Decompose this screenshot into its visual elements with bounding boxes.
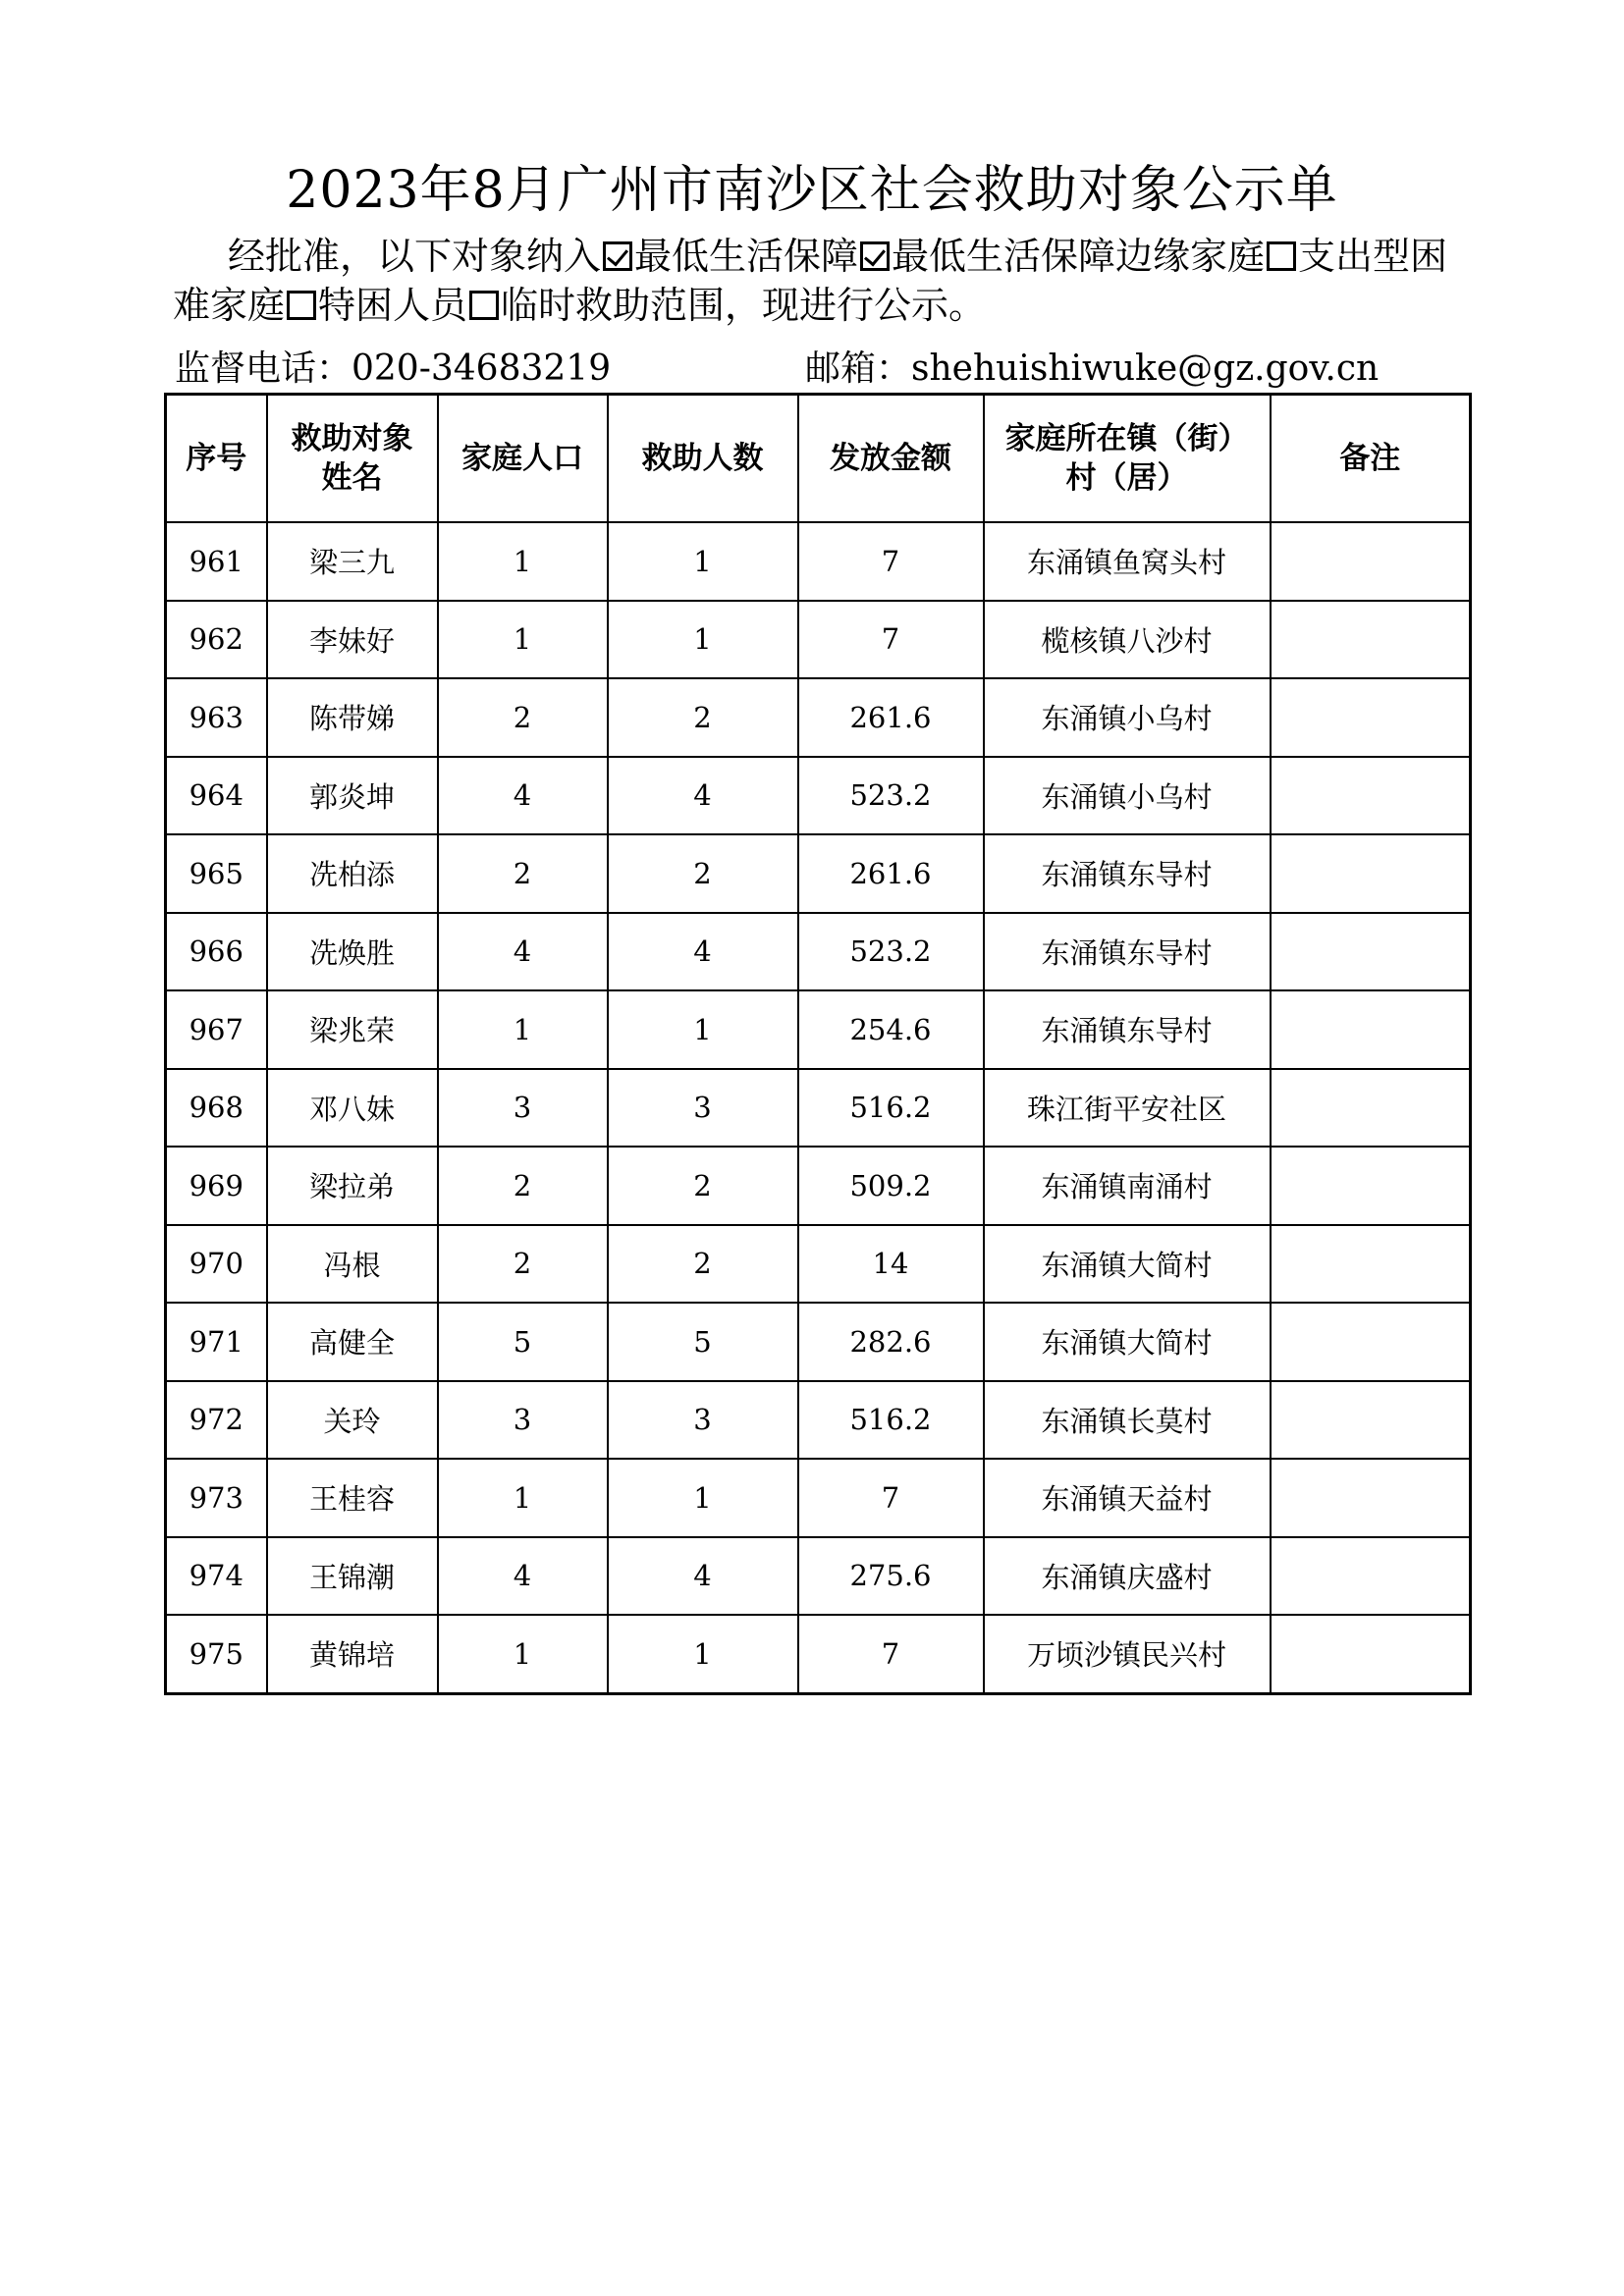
supervision-email: 邮箱：shehuishiwuke@gz.gov.cn bbox=[805, 348, 1380, 389]
cell-remark bbox=[1271, 1225, 1471, 1304]
table-row bbox=[166, 990, 1471, 1069]
cell-remark bbox=[1271, 1615, 1471, 1693]
recipient-table bbox=[164, 393, 1472, 1695]
cell-name: 梁三九 bbox=[267, 522, 438, 601]
cell-amount: 7 bbox=[798, 1459, 984, 1537]
header-remark: 备注 bbox=[1271, 395, 1471, 523]
cell-location: 榄核镇八沙村 bbox=[984, 601, 1271, 679]
intro-suffix: 范围，现进行公示。 bbox=[650, 284, 987, 327]
cell-name: 梁兆荣 bbox=[267, 990, 438, 1069]
cell-location: 东涌镇东导村 bbox=[984, 913, 1271, 991]
cell-amount: 261.6 bbox=[798, 834, 984, 913]
table-row bbox=[166, 1537, 1471, 1616]
cell-remark bbox=[1271, 1537, 1471, 1616]
cell-family-size: 1 bbox=[438, 1459, 608, 1537]
cell-location: 东涌镇小乌村 bbox=[984, 757, 1271, 835]
cell-name: 冼焕胜 bbox=[267, 913, 438, 991]
cell-location: 珠江街平安社区 bbox=[984, 1069, 1271, 1148]
table-row bbox=[166, 601, 1471, 679]
header-index: 序号 bbox=[166, 395, 267, 523]
cell-family-size: 1 bbox=[438, 601, 608, 679]
cell-index: 972 bbox=[166, 1381, 267, 1460]
cell-name: 王桂容 bbox=[267, 1459, 438, 1537]
option-label: 支出型困难家庭 bbox=[173, 235, 1448, 327]
header-aided-count: 救助人数 bbox=[608, 395, 798, 523]
cell-index: 975 bbox=[166, 1615, 267, 1693]
cell-family-size: 2 bbox=[438, 834, 608, 913]
table-row bbox=[166, 1069, 1471, 1148]
cell-remark bbox=[1271, 1147, 1471, 1225]
cell-location: 东涌镇庆盛村 bbox=[984, 1537, 1271, 1616]
option-label: 最低生活保障 bbox=[634, 235, 859, 278]
cell-remark bbox=[1271, 913, 1471, 991]
cell-family-size: 4 bbox=[438, 913, 608, 991]
cell-remark bbox=[1271, 990, 1471, 1069]
empty-box-icon bbox=[287, 291, 316, 320]
intro-prefix: 经批准，以下对象纳入 bbox=[228, 235, 602, 278]
cell-location: 东涌镇小乌村 bbox=[984, 678, 1271, 757]
empty-box-icon bbox=[1267, 241, 1296, 271]
cell-remark bbox=[1271, 1069, 1471, 1148]
cell-aided-count: 2 bbox=[608, 678, 798, 757]
table-row bbox=[166, 1147, 1471, 1225]
cell-location: 东涌镇大简村 bbox=[984, 1225, 1271, 1304]
cell-aided-count: 1 bbox=[608, 1615, 798, 1693]
cell-index: 971 bbox=[166, 1303, 267, 1381]
supervision-phone: 监督电话：020-34683219 bbox=[175, 348, 612, 389]
cell-index: 963 bbox=[166, 678, 267, 757]
cell-family-size: 2 bbox=[438, 1225, 608, 1304]
header-amount: 发放金额 bbox=[798, 395, 984, 523]
cell-name: 邓八妹 bbox=[267, 1069, 438, 1148]
cell-location: 东涌镇东导村 bbox=[984, 834, 1271, 913]
cell-aided-count: 1 bbox=[608, 522, 798, 601]
cell-name: 王锦潮 bbox=[267, 1537, 438, 1616]
cell-location: 东涌镇鱼窝头村 bbox=[984, 522, 1271, 601]
cell-index: 961 bbox=[166, 522, 267, 601]
cell-location: 东涌镇长莫村 bbox=[984, 1381, 1271, 1460]
cell-aided-count: 1 bbox=[608, 990, 798, 1069]
cell-location: 东涌镇大简村 bbox=[984, 1303, 1271, 1381]
header-location-line1: 家庭所在镇（街） bbox=[1004, 421, 1249, 456]
cell-name: 梁拉弟 bbox=[267, 1147, 438, 1225]
header-location-line2: 村（居） bbox=[1065, 460, 1188, 496]
cell-amount: 7 bbox=[798, 601, 984, 679]
checked-box-icon bbox=[860, 241, 890, 271]
cell-remark bbox=[1271, 1381, 1471, 1460]
cell-name: 冯根 bbox=[267, 1225, 438, 1304]
cell-family-size: 2 bbox=[438, 1147, 608, 1225]
cell-name: 黄锦培 bbox=[267, 1615, 438, 1693]
cell-location: 东涌镇东导村 bbox=[984, 990, 1271, 1069]
cell-family-size: 3 bbox=[438, 1069, 608, 1148]
cell-aided-count: 2 bbox=[608, 834, 798, 913]
cell-location: 东涌镇天益村 bbox=[984, 1459, 1271, 1537]
cell-aided-count: 4 bbox=[608, 757, 798, 835]
header-name-line1: 救助对象 bbox=[291, 421, 413, 456]
cell-index: 965 bbox=[166, 834, 267, 913]
cell-aided-count: 3 bbox=[608, 1381, 798, 1460]
cell-aided-count: 1 bbox=[608, 1459, 798, 1537]
cell-family-size: 4 bbox=[438, 757, 608, 835]
cell-index: 974 bbox=[166, 1537, 267, 1616]
header-name bbox=[267, 395, 438, 523]
cell-remark bbox=[1271, 601, 1471, 679]
cell-family-size: 5 bbox=[438, 1303, 608, 1381]
table-body bbox=[166, 522, 1471, 1693]
cell-amount: 14 bbox=[798, 1225, 984, 1304]
option-label: 最低生活保障边缘家庭 bbox=[892, 235, 1266, 278]
cell-aided-count: 2 bbox=[608, 1225, 798, 1304]
cell-index: 962 bbox=[166, 601, 267, 679]
cell-name: 冼柏添 bbox=[267, 834, 438, 913]
cell-index: 964 bbox=[166, 757, 267, 835]
table-row bbox=[166, 1303, 1471, 1381]
table-row bbox=[166, 678, 1471, 757]
table-row bbox=[166, 1381, 1471, 1460]
cell-aided-count: 2 bbox=[608, 1147, 798, 1225]
cell-amount: 516.2 bbox=[798, 1381, 984, 1460]
header-family-size: 家庭人口 bbox=[438, 395, 608, 523]
cell-index: 969 bbox=[166, 1147, 267, 1225]
option-label: 临时救助 bbox=[501, 284, 651, 327]
cell-family-size: 4 bbox=[438, 1537, 608, 1616]
cell-amount: 275.6 bbox=[798, 1537, 984, 1616]
cell-amount: 516.2 bbox=[798, 1069, 984, 1148]
table-row bbox=[166, 834, 1471, 913]
cell-index: 966 bbox=[166, 913, 267, 991]
table-row bbox=[166, 1459, 1471, 1537]
cell-amount: 7 bbox=[798, 522, 984, 601]
table-row bbox=[166, 1225, 1471, 1304]
cell-aided-count: 1 bbox=[608, 601, 798, 679]
option-label: 特困人员 bbox=[318, 284, 468, 327]
intro-paragraph bbox=[173, 232, 1479, 330]
cell-family-size: 1 bbox=[438, 990, 608, 1069]
cell-remark bbox=[1271, 834, 1471, 913]
table-row bbox=[166, 522, 1471, 601]
checked-box-icon bbox=[603, 241, 632, 271]
cell-family-size: 1 bbox=[438, 1615, 608, 1693]
cell-aided-count: 4 bbox=[608, 1537, 798, 1616]
cell-aided-count: 3 bbox=[608, 1069, 798, 1148]
cell-remark bbox=[1271, 678, 1471, 757]
cell-aided-count: 5 bbox=[608, 1303, 798, 1381]
cell-amount: 509.2 bbox=[798, 1147, 984, 1225]
cell-family-size: 1 bbox=[438, 522, 608, 601]
empty-box-icon bbox=[469, 291, 499, 320]
table-row bbox=[166, 1615, 1471, 1693]
table-row bbox=[166, 757, 1471, 835]
cell-amount: 523.2 bbox=[798, 913, 984, 991]
cell-amount: 261.6 bbox=[798, 678, 984, 757]
cell-aided-count: 4 bbox=[608, 913, 798, 991]
cell-name: 高健全 bbox=[267, 1303, 438, 1381]
table-header-row bbox=[166, 395, 1471, 523]
cell-remark bbox=[1271, 1459, 1471, 1537]
cell-index: 970 bbox=[166, 1225, 267, 1304]
cell-family-size: 2 bbox=[438, 678, 608, 757]
cell-index: 973 bbox=[166, 1459, 267, 1537]
cell-remark bbox=[1271, 757, 1471, 835]
cell-family-size: 3 bbox=[438, 1381, 608, 1460]
cell-index: 967 bbox=[166, 990, 267, 1069]
cell-name: 郭炎坤 bbox=[267, 757, 438, 835]
cell-amount: 523.2 bbox=[798, 757, 984, 835]
page-title: 2023年8月广州市南沙区社会救助对象公示单 bbox=[286, 161, 1338, 220]
header-location bbox=[984, 395, 1271, 523]
cell-location: 万顷沙镇民兴村 bbox=[984, 1615, 1271, 1693]
cell-amount: 254.6 bbox=[798, 990, 984, 1069]
cell-amount: 282.6 bbox=[798, 1303, 984, 1381]
cell-amount: 7 bbox=[798, 1615, 984, 1693]
cell-name: 陈带娣 bbox=[267, 678, 438, 757]
cell-location: 东涌镇南涌村 bbox=[984, 1147, 1271, 1225]
cell-name: 李妹好 bbox=[267, 601, 438, 679]
header-name-line2: 姓名 bbox=[321, 460, 383, 496]
cell-remark bbox=[1271, 1303, 1471, 1381]
cell-index: 968 bbox=[166, 1069, 267, 1148]
cell-name: 关玲 bbox=[267, 1381, 438, 1460]
table-row bbox=[166, 913, 1471, 991]
cell-remark bbox=[1271, 522, 1471, 601]
